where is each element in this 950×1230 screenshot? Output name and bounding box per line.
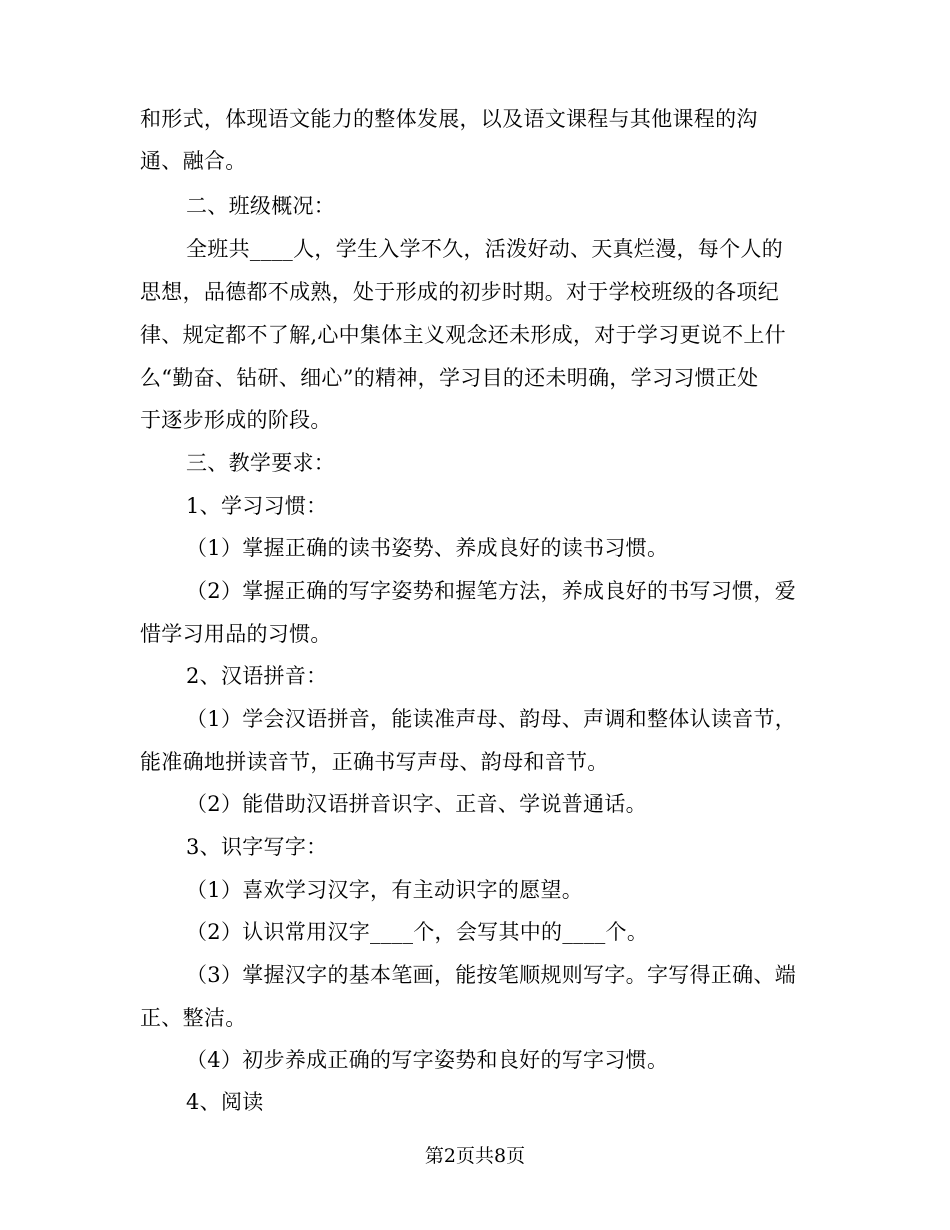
text-line: 思想，品德都不成熟，处于形成的初步时期。对于学校班级的各项纪 bbox=[140, 280, 779, 304]
list-item: （1）学会汉语拼音，能读准声母、韵母、声调和整体认读音节， bbox=[186, 707, 797, 731]
list-item: （4）初步养成正确的写字姿势和良好的写字习惯。 bbox=[186, 1048, 669, 1072]
text-line: 通、融合。 bbox=[140, 149, 247, 173]
text-line: 正、整洁。 bbox=[140, 1006, 247, 1030]
subsection-heading: 4、阅读 bbox=[186, 1090, 264, 1114]
text-line: 和形式，体现语文能力的整体发展，以及语文课程与其他课程的沟 bbox=[140, 107, 758, 131]
list-item: （2）认识常用汉字____个，会写其中的____个。 bbox=[186, 920, 649, 944]
section-heading: 二、班级概况： bbox=[186, 194, 336, 218]
text-line: 全班共____人，学生入学不久，活泼好动、天真烂漫，每个人的 bbox=[186, 237, 783, 261]
subsection-heading: 3、识字写字： bbox=[186, 835, 328, 859]
list-item: （1）掌握正确的读书姿势、养成良好的读书习惯。 bbox=[186, 536, 669, 560]
text-line: 于逐步形成的阶段。 bbox=[140, 408, 332, 432]
subsection-heading: 1、学习习惯： bbox=[186, 494, 328, 518]
text-line: 惜学习用品的习惯。 bbox=[140, 622, 332, 646]
list-item: （2）掌握正确的写字姿势和握笔方法，养成良好的书写习惯，爱 bbox=[186, 579, 797, 603]
list-item: （1）喜欢学习汉字，有主动识字的愿望。 bbox=[186, 878, 584, 902]
text-line: 律、规定都不了解,心中集体主义观念还未形成，对于学习更说不上什 bbox=[140, 323, 786, 347]
section-heading: 三、教学要求： bbox=[186, 451, 336, 475]
list-item: （2）能借助汉语拼音识字、正音、学说普通话。 bbox=[186, 792, 647, 816]
list-item: （3）掌握汉字的基本笔画，能按笔顺规则写字。字写得正确、端 bbox=[186, 963, 797, 987]
text-line: 能准确地拼读音节，正确书写声母、韵母和音节。 bbox=[140, 750, 609, 774]
text-line: 么“勤奋、钻研、细心”的精神，学习目的还未明确，学习习惯正处 bbox=[140, 366, 759, 390]
page-number: 第2页共8页 bbox=[424, 1145, 526, 1167]
subsection-heading: 2、汉语拼音： bbox=[186, 664, 328, 688]
